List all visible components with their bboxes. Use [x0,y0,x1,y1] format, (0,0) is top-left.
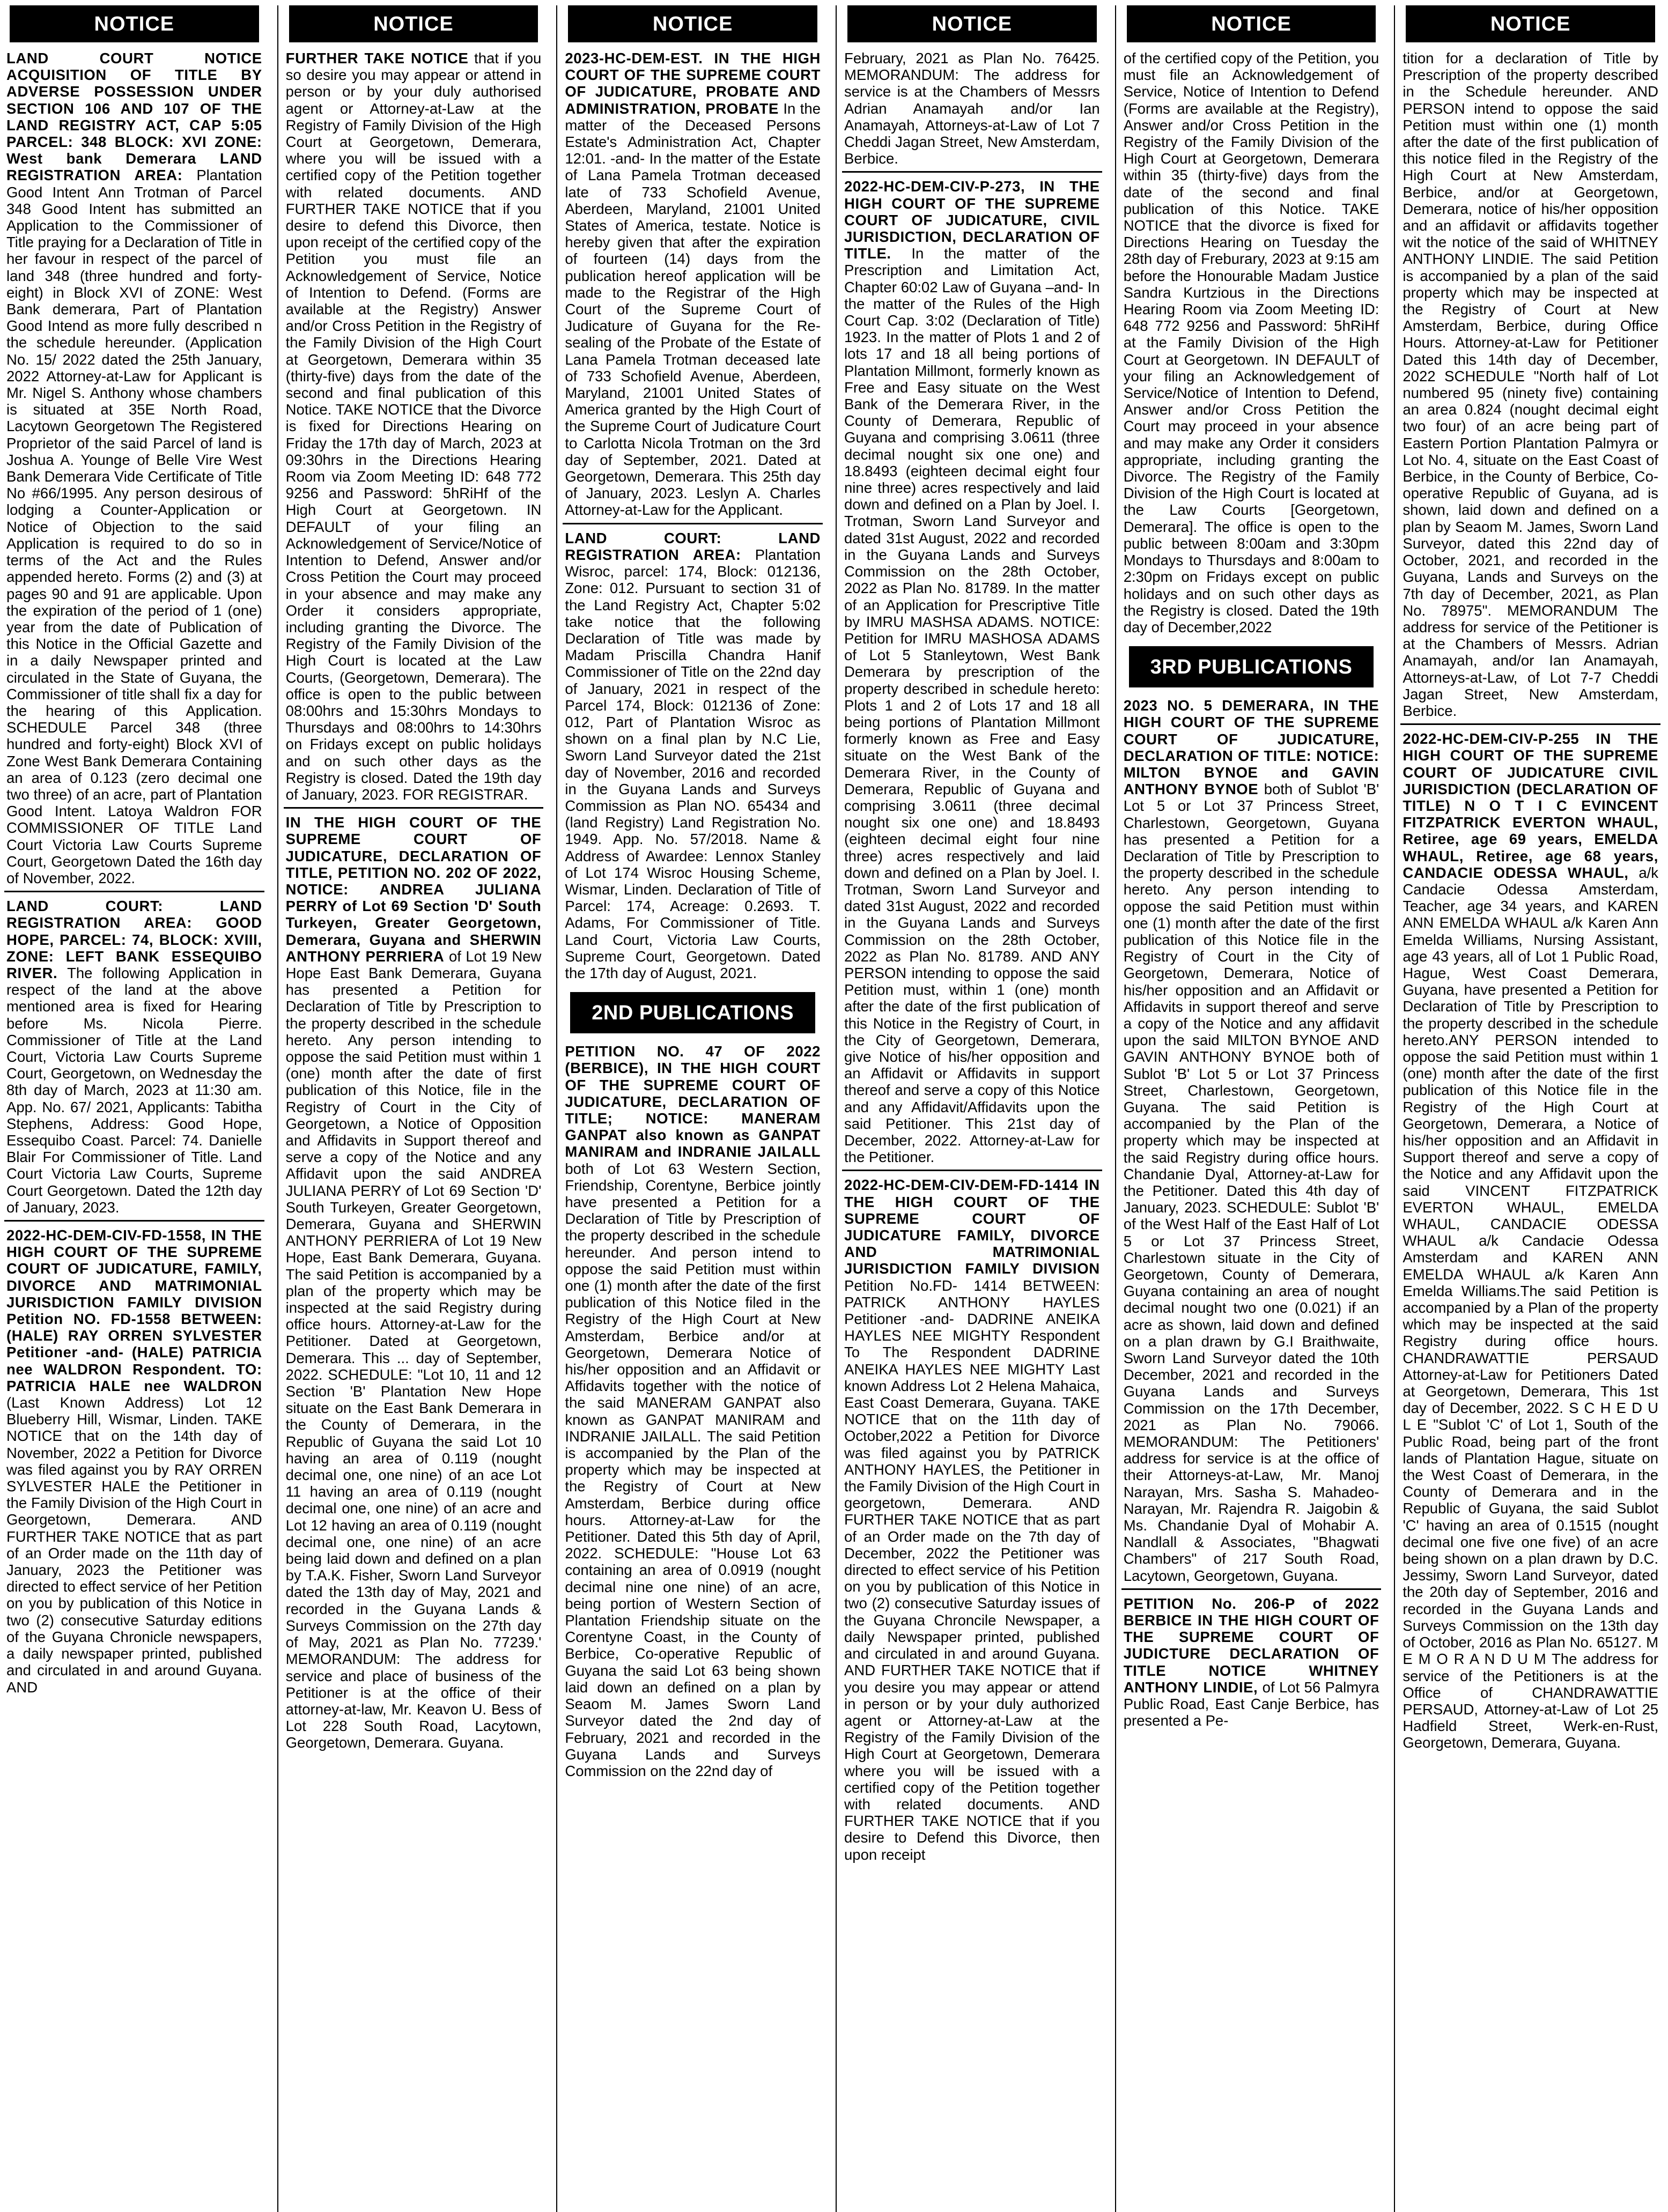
notice-heading: IN THE HIGH COURT OF THE SUPREME COURT OF JUDICATURE, DECLARATION OF TITLE, PETITION NO. 202 OF 2022, NOTICE: ANDREA JULIANA PERRY of Lot 69 Section 'D' South Turkeyen, Greater Georgetown, Demerara, Guyana and SHERWIN ANTHONY PERRIERA [285,814,542,965]
legal-notice [842,171,1102,1170]
notice-heading: FURTHER TAKE NOTICE [285,50,469,66]
legal-notice [284,807,544,1755]
legal-notice [1121,695,1382,1588]
legal-notice [1121,48,1382,640]
section-header-3rd-publications: 3RD PUBLICATIONS [1129,646,1374,687]
legal-notice [1400,723,1660,1755]
section-header-2nd-publications: 2ND PUBLICATIONS [570,992,815,1033]
column-5 [1115,5,1385,2212]
notice-body: In the matter of the Deceased Persons Estate's Administration Act, Chapter 12:01. -and- In the matter of the Estate of Lana Pamela Trotman deceased late of 733 Schofield Avenue, Aberdeen, Maryland, 21001 United States of America, testate. Notice is hereby given that after the expiration of fourteen (14) days from the publication hereof application will be made to the Registrar of the High Court of the Supreme Court of Judicature of Guyana for the Re-sealing of the Probate of the Estate of Lana Pamela Trotman deceased late of 733 Schofield Avenue, Aberdeen, Maryland, 21001 United States of America granted by the High Court of the Supreme Court of Judicature Court to Carlotta Nicola Trotman on the 3rd day of September, 2021. Dated at Georgetown, Demerara. This 25th day of January, 2023. Leslyn A. Charles Attorney-at-Law for the Applicant. [565,100,821,519]
legal-notice [4,1220,264,1700]
column-2 [277,5,547,2212]
notice-body: Plantation Good Intent Ann Trotman of Parcel 348 Good Intent has submitted an Application to the Commissioner of Title praying for a Declaration of Title in her favour in respect of the parcel of land 348 (three hundred and forty-eight) in Block XVI of ZONE: West Bank demerara, Part of Plantation Good Intend as more fully described n the schedule hereunder. (Application No. 15/ 2022 dated the 25th January, 2022 Attorney-at-Law for Applicant is Mr. Nigel S. Anthony whose chambers is situated at 35E North Road, Lacytown Georgetown The Registered Proprietor of the said Parcel of land is Joshua A. Younge of Belle Vire West Bank Demerara Vide Certificate of Title No #66/1995. Any person desirous of lodging a Counter-Application or Notice of Objection to the said Application is required to do so in terms of the Act and the Rules appended hereto. Forms (2) and (3) at pages 90 and 91 are applicable. Upon the expiration of the period of 1 (one) year from the date of Publication of this Notice in the Official Gazette and in a daily Newspaper printed and circulated in the State of Guyana, the Commissioner of title shall fix a day for the hearing of this Application. SCHEDULE Parcel 348 (three hundred and forty-eight) Block XVI of Zone West Bank Demerara Containing an area of 0.123 (zero decimal one two three) of an acre, part of Plantation Good Intent. Latoya Waldron FOR COMMISSIONER OF TITLE Land Court Victoria Law Courts Supreme Court, Georgetown Dated the 16th day of November, 2022. [6,167,262,886]
column-header: NOTICE [10,5,259,42]
legal-notice [842,48,1102,171]
legal-notice [284,48,544,807]
notice-body: a/k Candacie Odessa Amsterdam, Teacher, age 34 years, and KAREN ANN EMELDA WHAUL a/k Karen Ann Emelda Williams, Nursing Assistant, age 43 years, all of Lot 1 Public Road, Hague, West Coast Demerara, Guyana, have presented a Petition for Declaration of Title by Prescription to the property described in the schedule hereto.ANY PERSON intended to oppose the said Petition must within 1 (one) month after the date of the first publication of this Notice file in the Registry of the High Court at Georgetown, Demerara, a Notice of his/her opposition and an Affidavit in Support thereof and serve a copy of the Notice and any Affidavit upon the said VINCENT FITZPATRICK EVERTON WHAUL, EMELDA WHAUL, CANDACIE ODESSA WHAUL a/k Candacie Odessa Amsterdam and KAREN ANN EMELDA WHAUL a/k Karen Ann Emelda Williams.The said Petition is accompanied by a Plan of the property which may be inspected at the said Registry during office hours. CHANDRAWATTIE PERSAUD Attorney-at-Law for Petitioners Dated at Georgetown, Demerara, This 1st day of December, 2022. S C H E D U L E "Sublot 'C' of Lot 1, South of the Public Road, being part of the front lands of Plantation Hague, situate on the West Coast of Demerara, in the County of Demerara and in the Republic of Guyana, the said Sublot 'C' having an area of 0.1515 (nought decimal one five one five) of an acre being shown on a plan drawn by D.C. Jessimy, Sworn Land Surveyor, dated the 20th day of September, 2016 and recorded in the Guyana Lands and Surveys Commission on the 13th day of October, 2016 as Plan No. 65127. M E M O R A N D U M The address for service of the Petitioners is at the Office of CHANDRAWATTIE PERSAUD, Attorney-at-Law of Lot 25 Hadfield Street, Werk-en-Rust, Georgetown, Demerara, Guyana. [1403,864,1659,1751]
column-header: NOTICE [847,5,1097,42]
column-header: NOTICE [1127,5,1376,42]
notice-body: both of Lot 63 Western Section, Friendship, Corentyne, Berbice jointly have presented a Petition for a Declaration of Title by Prescription of the property described in the schedule hereunder. And person intend to oppose the said Petition must within one (1) month after the date of the first publication of this Notice filed in the Registry of the High Court at New Amsterdam, Berbice and/or at Georgetown, Demerara Notice of his/her opposition and an Affidavit or Affidavits together with the notice of the said MANERAM GANPAT also known as GANPAT MANIRAM and INDRANIE JAILALL. The said Petition is accompanied by the Plan of the property which may be inspected at the Registry of Court at New Amsterdam, Berbice during office hours. Attorney-at-Law for the Petitioner. Dated this 5th day of April, 2022. SCHEDULE: "House Lot 63 containing an area of 0.0919 (nought decimal nine one nine) of an acre, being portion of Western Section of Plantation Friendship situate on the Corentyne Coast, in the County of Berbice, Co-operative Republic of Guyana the said Lot 63 being shown laid down an defined on a plan by Seaom M. James Sworn Land Surveyor dated the 2nd day of February, 2021 and recorded in the Guyana Lands and Surveys Commission on the 22nd day of [565,1160,821,1779]
notice-body: Plantation Wisroc, parcel: 174, Block: 012136, Zone: 012. Pursuant to section 31 of the Land Registry Act, Chapter 5:02 take notice that the following Declaration of Title was made by Madam Priscilla Chandra Hanif Commissioner of Title on the 22nd day of January, 2021 in respect of the Parcel 174, Block: 012136 of Zone: 012, Part of Plantation Wisroc as shown on a final plan by N.C Lie, Sworn Land Surveyor dated the 21st day of November, 2016 and recorded in the Guyana Lands and Surveys Commission as Plan NO. 65434 and (land Registry) Land Registration No. 1949. App. No. 57/2018. Name & Address of Awardee: Lennox Stanley of Lot 174 Wisroc Housing Scheme, Wismar, Linden. Declaration of Title of Parcel: 174, Acreage: 0.2693. T. Adams, For Commissioner of Title. Land Court, Victoria Law Courts, Supreme Court, Georgetown. Dated the 17th day of August, 2021. [565,546,821,981]
column-3 [556,5,826,2212]
notice-body: Petition No.FD- 1414 BETWEEN: PATRICK ANTHONY HAYLES Petitioner -and- DADRINE ANEIKA HAYLES NEE MIGHTY Respondent To The Respondent DADRINE ANEIKA HAYLES NEE MIGHTY Last known Address Lot 2 Helena Mahaica, East Coast Demerara, Guyana. TAKE NOTICE that on the 11th day of October,2022 a Petition for Divorce was filed against you by PATRICK ANTHONY HAYLES, the Petitioner in the Family Division of the High Court in georgetown, Demerara. AND FURTHER TAKE NOTICE that as part of an Order made on the 7th day of December, 2022 the Petitioner was directed to effect service of his Petition on you by publication of this Notice in two (2) consecutive Saturday issues of the Guyana Chroncile Newspaper, a daily Newspaper printed, published and circulated in and around Guyana. AND FURTHER TAKE NOTICE that if you desire you may appear or attend in person or by your duly authorized agent or Attorney-at-Law at the Registry of the Family Division of the High Court at Georgetown, Demerara where you will be issued with a certified copy of the Petition together with related documents. AND FURTHER TAKE NOTICE that if you desire to Defend this Divorce, then upon receipt [844,1277,1100,1863]
notice-body: tition for a declaration of Title by Prescription of the property described in the Schedule hereunder. AND PERSON intend to oppose the said Petition must within one (1) month after the date of the first publication of this notice filed in the Registry of the High Court at New Amsterdam, Berbice, and/or at Georgetown, Demerara, notice of his/her opposition and an affidavit or affidavits together wit the notice of the said of WHITNEY ANTHONY LINDIE. The said Petition is accompanied by a plan of the said property which may be inspected at the Registry of Court at New Amsterdam, Berbice, during Office Hours. Attorney-at-Law for Petitioner Dated this 14th day of December, 2022 SCHEDULE "North half of Lot numbered 95 (ninety five) containing an area 0.824 (nought decimal eight two four) of an acre being part of Eastern Portion Plantation Palmyra or Lot No. 4, situate on the East Coast of Berbice, in the County of Berbice, Co-operative Republic of Guyana, ad is shown, laid down and defined on a plan by Seaom M. James, Sworn Land Surveyor, dated this 22nd day of October, 2021, and recorded in the Guyana, Lands and Surveys on the 7th day of December, 2021, as Plan No. 78975". MEMORANDUM The address for service of the Petitioner is at the Chambers of Messrs. Adrian Anamayah, and/or Ian Anamayah, Attorneys-at-Law, of Lot 7-7 Cheddi Jagan Street, New Amsterdam, Berbice. [1403,50,1659,719]
column-1 [4,5,268,2212]
notice-heading: 2022-HC-DEM-CIV-FD-1558, IN THE HIGH COURT OF THE SUPREME COURT OF JUDICATURE, FAMILY, DIVORCE AND MATRIMONIAL JURISDICTION FAMILY DIVISION Petition NO. FD-1558 BETWEEN: (HALE) RAY ORREN SYLVESTER Petitioner -and- (HALE) PATRICIA nee WALDRON Respondent. TO: PATRICIA HALE nee WALDRON [6,1227,262,1394]
notice-body: that if you so desire you may appear or attend in person or by your duly authorised agent or Attorney-at-Law at the Registry of Family Division of the High Court at Georgetown, Demerara, where you will be issued with a certified copy of the Petition together with related documents. AND FURTHER TAKE NOTICE that if you desire to defend this Divorce, then upon receipt of the certified copy of the Petition you must file an Acknowledgement of Service, Notice of Intention to Defend. (Forms are available at the Registry) Answer and/or Cross Petition in the Registry of the Family Division of the High Court at Georgetown, Demerara within 35 (thirty-five) days from the date of the second and final publication of this Notice. TAKE NOTICE that the Divorce is fixed for Directions Hearing on Friday the 17th day of March, 2023 at 09:30hrs in the Directions Hearing Room via Zoom Meeting ID: 648 772 9256 and Password: 5hRiHf of the High Court at Georgetown. IN DEFAULT of your filing an Acknowledgement of Service/Notice of Intention to Defend, Answer and/or Cross Petition the Court may proceed in your absence and may make any Order it considers appropriate, including granting the Divorce. The Registry of the Family Division of the High Court is located at the Law Courts, (Georgetown, Demerara). The office is open to the public between 08:00hrs and 15:30hrs Mondays to Thursdays and 08:00hrs to 14:30hrs on Fridays except on public holidays and on such other days as the Registry is closed. Dated the 19th day of January, 2023. FOR REGISTRAR. [285,50,542,803]
column-header: NOTICE [289,5,538,42]
legal-notice [842,1170,1102,1867]
notice-heading: LAND COURT: LAND REGISTRATION AREA: [565,529,821,563]
notice-body: The following Application in respect of the land at the above mentioned area is fixed for Hearing before Ms. Nicola Pierre. Commissioner of Title at the Land Court, Victoria Law Courts Supreme Court, Georgetown, on Wednesday the 8th day of March, 2023 at 11:30 am. App. No. 67/ 2021, Applicants: Tabitha Stephens, Address: Good Hope, Essequibo Coast. Parcel: 74. Danielle Blair For Commissioner of Title. Land Court Victoria Law Courts, Supreme Court Georgetown. Dated the 12th day of January, 2023. [6,964,262,1216]
notice-heading: 2022-HC-DEM-CIV-DEM-FD-1414 IN THE HIGH COURT OF THE SUPREME COURT OF JUDICATURE FAMILY, DIVORCE AND MATRIMONIAL JURISDICTION FAMILY DIVISION [844,1177,1100,1277]
column-6 [1394,5,1664,2212]
legal-notice [4,48,264,891]
legal-notice [563,48,823,523]
notice-body: February, 2021 as Plan No. 76425. MEMORANDUM: The address for service is at the Chambers of Messrs Adrian Anamayah and/or Ian Anamayah, Attorneys-at-Law of Lot 7 Cheddi Jagan Street, New Amsterdam, Berbice. [844,50,1100,167]
notice-body: both of Sublot 'B' Lot 5 or Lot 37 Princess Street, Charlestown, Georgetown, Guyana has presented a Petition for a Declaration of Title by Prescription to the property described in the schedule hereto. Any person intending to oppose the said Petition must within one (1) month after the date of the first publication of this Notice file in the Registry of Court in the City of Georgetown, Demerara, Notice of his/her opposition and an Affidavit or Affidavits in support thereof and serve a copy of the Notice and any affidavit upon the said MILTON BYNOE AND GAVIN ANTHONY BYNOE both of Sublot 'B' Lot 5 or Lot 37 Princess Street, Charlestown, Georgetown, Guyana. The said Petition is accompanied by the Plan of the property which may be inspected at the said Registry during office hours. Chandanie Dyal, Attorney-at-Law for the Petitioner. Dated this 4th day of January, 2023. SCHEDULE: Sublot 'B' of the West Half of the East Half of Lot 5 or Lot 37 Princess Street, Charlestown situate in the City of Georgetown, County of Demerara, Guyana containing an area of nought decimal nought two one (0.021) if an acre as shown, laid down and defined on a plan drawn by G.I Braithwaite, Sworn Land Surveyor dated the 10th December, 2021 and recorded in the Guyana Lands and Surveys Commission on the 17th December, 2021 as Plan No. 79066. MEMORANDUM: The Petitioners' address for service is at the office of their Attorneys-at-Law, Mr. Manoj Narayan, Mrs. Sasha S. Mahadeo-Narayan, Mr. Rajendra R. Jaigobin & Ms. Chandanie Dyal of Mohabir A. Nandlall & Associates, "Bhagwati Chambers" of 217 South Road, Lacytown, Georgetown, Guyana. [1123,781,1379,1584]
column-4 [836,5,1105,2212]
notice-heading: 2023-HC-DEM-EST. IN THE HIGH COURT OF THE SUPREME COURT OF JUDICATURE, PROBATE AND ADMINISTRATION, PROBATE [565,50,821,117]
notice-heading: PETITION No. 206-P of 2022 BERBICE IN THE HIGH COURT OF THE SUPREME COURT OF JUDICTURE DECLARATION OF TITLE NOTICE WHITNEY ANTHONY LINDIE, [1123,1595,1379,1696]
legal-notice [563,523,823,986]
column-header: NOTICE [568,5,817,42]
notice-heading: LAND COURT: LAND REGISTRATION AREA: GOOD HOPE, PARCEL: 74, BLOCK: XVIII, ZONE: LEFT BANK ESSEQUIBO RIVER. [6,898,262,981]
notice-body: of the certified copy of the Petition, you must file an Acknowledgement of Service, Notice of Intention to Defend (Forms are available at the Registry), Answer and/or Cross Petition in the Registry of the Family Division of the High Court at Georgetown, Demerara within 35 (thirty-five) days from the date of the second and final publication of this Notice. TAKE NOTICE that the divorce is fixed for Directions Hearing on Tuesday the 28th day of Freburary, 2023 at 9:15 am before the Honourable Madam Justice Sandra Kurtzious in the Directions Hearing Room via Zoom Meeting ID: 648 772 9256 and Password: 5hRiHf at the Family Division of the High Court at Georgetown. IN DEFAULT of your filing an Acknowledgement of Service/Notice of Intention to Defend, Answer and/or Cross Petition the Court may proceed in your absence and may make any Order it considers appropriate, including granting the Divorce. The Registry of the Family Division of the High Court is located at the Law Courts [Georgetown, Demerara]. The office is open to the public between 8:00am and 3:30pm Mondays to Thursdays and 8:00am to 2:30pm on Fridays except on public holidays and on such other days as the Registry is closed. Dated the 19th day of December,2022 [1123,50,1379,635]
notice-heading: PETITION NO. 47 OF 2022 (BERBICE), IN THE HIGH COURT OF THE SUPREME COURT OF JUDICATURE, DECLARATION OF TITLE; NOTICE: MANERAM GANPAT also known as GANPAT MANIRAM and INDRANIE JAILALL [565,1043,821,1160]
legal-notice [1400,48,1660,723]
notice-heading: 2023 NO. 5 DEMERARA, IN THE HIGH COURT OF THE SUPREME COURT OF JUDICATURE, DECLARATION OF TITLE: NOTICE: MILTON BYNOE and GAVIN ANTHONY BYNOE [1123,697,1379,798]
notice-body: (Last Known Address) Lot 12 Blueberry Hill, Wismar, Linden. TAKE NOTICE that on the 14th day of November, 2022 a Petition for Divorce was filed against you by RAY ORREN SYLVESTER HALE the Petitioner in the Family Division of the High Court in Georgetown, Demerara. AND FURTHER TAKE NOTICE that as part of an Order made on the 11th day of January, 2023 the Petitioner was directed to effect service of her Petition on you by publication of this Notice in two (2) consecutive Saturday editions of the Guyana Chronicle newspapers, a daily newspaper printed, published and circulated in and around Guyana. AND [6,1394,262,1696]
legal-notice [563,1041,823,1784]
notice-body: of Lot 19 New Hope East Bank Demerara, Guyana has presented a Petition for Declaration of Title by Prescription to the property described in the schedule hereto. Any person intending to oppose the said Petition must within 1 (one) month after the date of first publication of this Notice, file in the Registry of Court in the City of Georgetown, a Notice of Opposition and Affidavits in Support thereof and serve a copy of the Notice and any Affidavit upon the said ANDREA JULIANA PERRY of Lot 69 Section 'D' South Turkeyen, Greater Georgetown, Demerara, Guyana and SHERWIN ANTHONY PERRIERA of Lot 19 New Hope, East Bank Demerara, Guyana. The said Petition is accompanied by a plan of the property which may be inspected at the said Registry during office hours. Attorney-at-Law for the Petitioner. Dated at Georgetown, Demerara. This ... day of September, 2022. SCHEDULE: "Lot 10, 11 and 12 Section 'B' Plantation New Hope situate on the East Bank Demerara in the County of Demerara, in the Republic of Guyana the said Lot 10 having an area of 0.119 (nought decimal one, one nine) of an ace Lot 11 having an area of 0.119 (nought decimal one, one nine) of an acre and Lot 12 having an area of 0.119 (nought decimal one, one nine) of an acre being laid down and defined on a plan by T.A.K. Fisher, Sworn Land Surveyor dated the 13th day of May, 2021 and recorded in the Guyana Lands & Surveys Commission on the 27th day of May, 2021 as Plan No. 77239.' MEMORANDUM: The address for service and place of business of the Petitioner is at the office of their attorney-at-law, Mr. Keavon U. Bess of Lot 228 South Road, Lacytown, Georgetown, Demerara. Guyana. [285,948,542,1751]
legal-notice [4,891,264,1220]
notice-heading: 2022-HC-DEM-CIV-P-255 IN THE HIGH COURT OF THE SUPREME COURT OF JUDICATURE CIVIL JURISDICTION (DECLARATION OF TITLE) N O T I C EVINCENT FITZPATRICK EVERTON WHAUL, Retiree, age 69 years, EMELDA WHAUL, Retiree, age 68 years, CANDACIE ODESSA WHAUL, [1403,730,1659,881]
notice-heading: 2022-HC-DEM-CIV-P-273, IN THE HIGH COURT OF THE SUPREME COURT OF JUDICATURE, CIVIL JURISDICTION, DECLARATION OF TITLE. [844,178,1100,262]
notice-body: of Lot 56 Palmyra Public Road, East Canje Berbice, has presented a Pe- [1123,1678,1379,1729]
legal-notice [1121,1588,1382,1734]
column-header: NOTICE [1406,5,1655,42]
notice-body: In the matter of the Prescription and Limitation Act, Chapter 60:02 Law of Guyana –and- In the matter of the Rules of the High Court Cap. 3:02 (Declaration of Title) 1923. In the matter of Plots 1 and 2 of lots 17 and 18 all being portions of Plantation Millmont, formerly known as Free and Easy situate on the West Bank of the Demerara River, in the County of Demerara, Republic of Guyana and comprising 3.0611 (three decimal nought six one one) and 18.8493 (eighteen decimal eight four nine three) acres respectively and laid down and defined on a Plan by Joel. I. Trotman, Sworn Land Surveyor and dated 31st August, 2022 and recorded in the Guyana Lands and Surveys Commission on the 28th October, 2022 as Plan No. 81789. In the matter of an Application for Prescriptive Title by IMRU MASHSA ADAMS. NOTICE: Petition for IMRU MASHOSA ADAMS of Lot 5 Stanleytown, West Bank Demerara by prescription of the property described in schedule hereto: Plots 1 and 2 of Lots 17 and 18 all being portions of Plantation Millmont formerly known as Free and Easy situate on the West Bank of the Demerara River, in the County of Demerara, Republic of Guyana and comprising 3.0611 (three decimal nought six one one) and 18.8493 (eighteen decimal eight four nine three) acres respectively and laid down and defined on a Plan by Joel. I. Trotman, Sworn Land Surveyor and dated 31st August, 2022 and recorded in the Guyana Lands and Surveys Commission on the 28th October, 2022 as Plan No. 81789. AND ANY PERSON intending to oppose the said Petition must, within 1 (one) month after the date of the first publication of this Notice in the Registry of Court, in the City of Georgetown, Demerara, give Notice of his/her opposition and an Affidavit or Affidavits in support thereof and serve a copy of this Notice and any Affidavit/Affidavits upon the said Petitioner. This 21st day of December, 2022. Attorney-at-Law for the Petitioner. [844,245,1100,1166]
notice-heading: LAND COURT NOTICE ACQUISITION OF TITLE BY ADVERSE POSSESSION UNDER SECTION 106 AND 107 OF THE LAND REGISTRY ACT, CAP 5:05 PARCEL: 348 BLOCK: XVI ZONE: West bank Demerara LAND REGISTRATION AREA: [6,50,262,184]
